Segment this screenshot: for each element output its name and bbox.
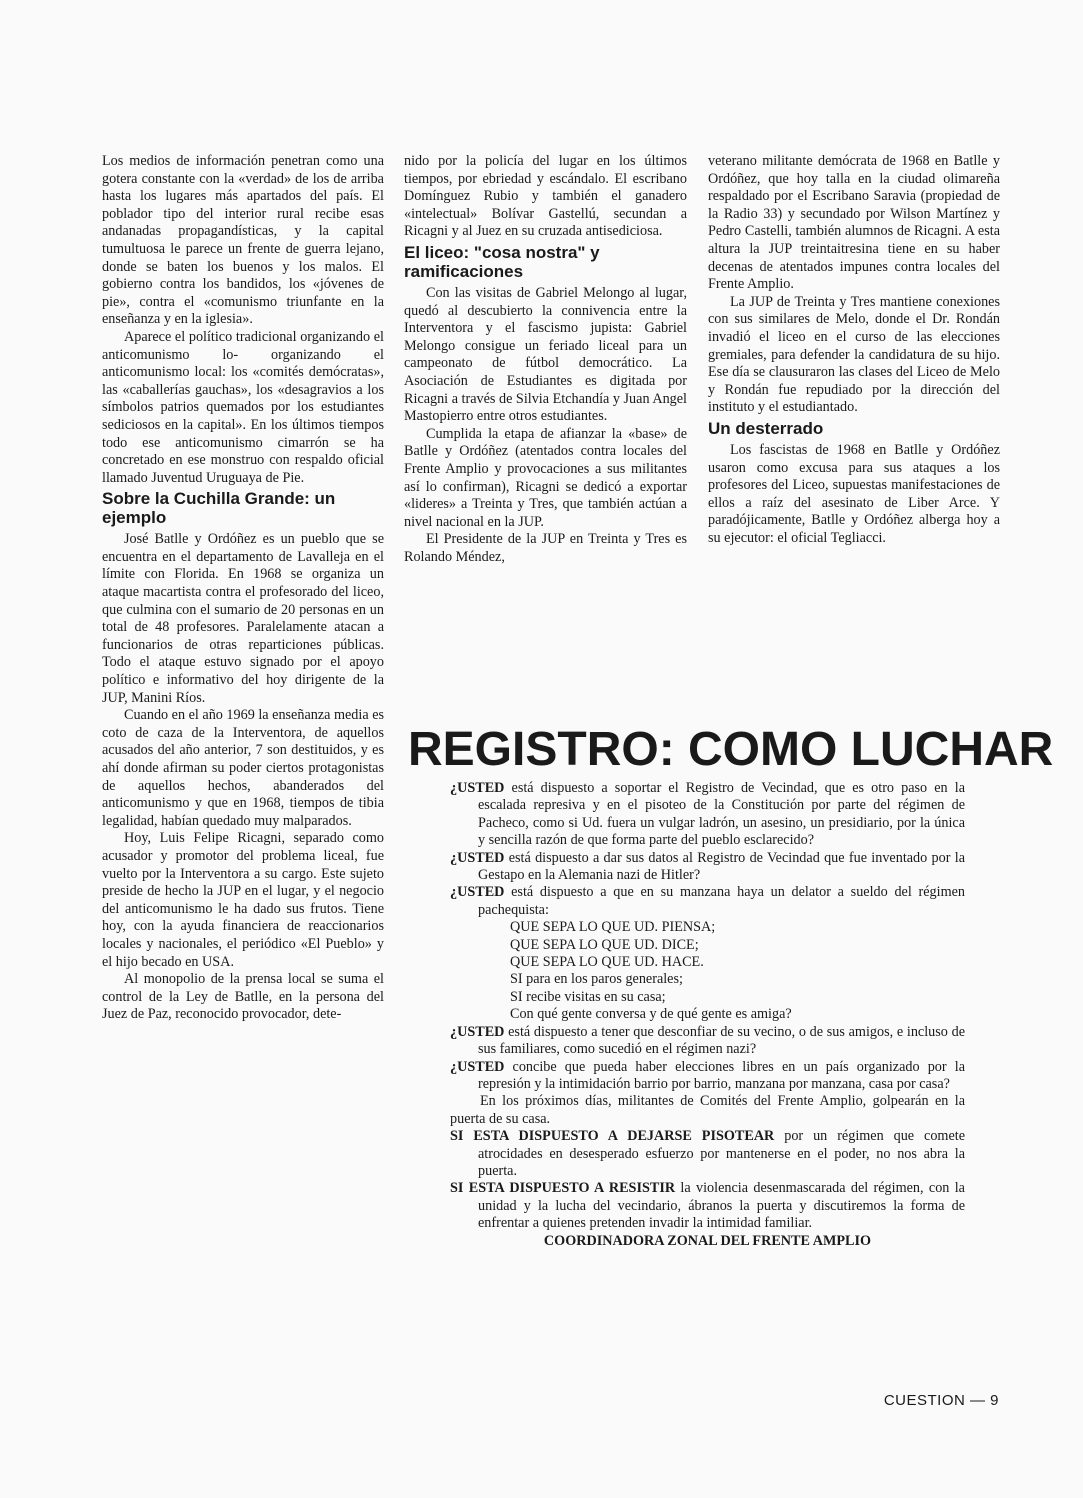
paragraph: veterano militante demócrata de 1968 en Batlle y Ordóñez, que hoy talla en la ciudad olimareña respaldado por el Escribano Saravia (propiedad de la Radio 33) y secundado por Wilson Martínez y Pedro Castelli, también alumnos de Ricagni. A esta altura la JUP treintaitresina tiene en su haber decenas de atentados impunes contra locales del Frente Amplio. <box>708 153 1000 293</box>
question-lead: ¿USTED <box>450 1023 505 1040</box>
list-item: Con qué gente conversa y de qué gente es amiga? <box>510 1006 792 1023</box>
paragraph: Cuando en el año 1969 la enseñanza media es coto de caza de la Interventora, de aquellos acusados del año anterior, 7 son destituidos, y es ahí donde afirman su poder ciertos protagonistas de aquellos hechos, abanderados del anticomunismo y que en 1968, tiempos de tibia legalidad, habían quedado muy malparados. <box>102 707 385 829</box>
list-item: QUE SEPA LO QUE UD. HACE. <box>510 954 704 971</box>
question-4 <box>450 1024 965 1059</box>
paragraph: En los próximos días, militantes de Comités del Frente Amplio, golpearán en la puerta de su casa. <box>450 1093 965 1127</box>
question-lead: ¿USTED <box>450 780 505 796</box>
paragraph: La JUP de Treinta y Tres mantiene conexiones con sus similares de Melo, donde el Dr. Rondán invadió el liceo en el curso de las elecciones gremiales, para defender la candidatura de su hijo. Ese día se clausuraron las clases del Liceo de Melo y Rondán fue repudiado por la dirección del instituto y el estudiantado. <box>708 293 1000 416</box>
paragraph: Hoy, Luis Felipe Ricagni, separado como acusador y promotor del problema liceal, fue vuelto por la Interventora a su cargo. Este sujeto preside de hecho la JUP en el lugar, y el negocio del anticomunismo le ha dado sus frutos. Tiene hoy, con la ayuda financiera de reaccionarios locales y nacionales, el periódico «El Pueblo» y el hijo becado en USA. <box>102 830 384 970</box>
question-1 <box>450 780 965 850</box>
question-text: está dispuesto a soportar el Registro de Vecindad, que es otro paso en la escalada represiva y en el pisoteo de la Constitución por parte del régimen de Pacheco, como si Ud. fuera un vulgar ladrón, un asesino, un presidiario, por la única y sencilla razón de que forma parte del pueblo esclarecido? <box>478 780 965 849</box>
statement-text: por un régimen que comete atrocidades en desesperado esfuerzo por mantenerse en el poder, no nos abra la puerta. <box>478 1128 965 1179</box>
statement-1 <box>450 1128 965 1180</box>
statement-lead: SI ESTA DISPUESTO A DEJARSE PISOTEAR <box>450 1128 775 1145</box>
question-2 <box>450 850 965 885</box>
list-item: QUE SEPA LO QUE UD. DICE; <box>510 936 699 953</box>
paragraph: nido por la policía del lugar en los últimos tiempos, por ebriedad y escándalo. El escribano Domínguez Rubio y también el ganadero «intelectual» Bolívar Gastellú, secundan a Ricagni y al Juez en su cruzada antisediciosa. <box>404 153 687 240</box>
registro-box <box>450 780 965 1250</box>
question-lead: ¿USTED <box>450 1058 505 1075</box>
statement-lead: SI ESTA DISPUESTO A RESISTIR <box>450 1180 676 1197</box>
article-column-1 <box>102 153 384 1024</box>
section-heading: Un desterrado <box>708 418 824 438</box>
paragraph: Los fascistas de 1968 en Batlle y Ordóñez usaron como excusa para sus ataques a los profesores del Liceo, supuestas manifestaciones de ellos a raíz del asesinato de Liber Arce. Y paradójicamente, Batlle y Ordóñez alberga hoy a su ejecutor: el oficial Tegliacci. <box>708 441 1000 546</box>
paragraph: El Presidente de la JUP en Treinta y Tres es Rolando Méndez, <box>404 531 687 565</box>
question-lead: ¿USTED <box>450 849 505 866</box>
question-lead: ¿USTED <box>450 884 505 901</box>
statement-text: la violencia desenmascarada del régimen, con la unidad y la lucha del vecindario, ábranos la puerta y discutiremos la forma de enfrentar a quienes pretenden invadir la intimidad familiar. <box>478 1180 965 1232</box>
paragraph: Cumplida la etapa de afianzar la «base» de Batlle y Ordóñez (atentados contra locales del Frente Amplio y provocaciones a sus militantes así lo confirman), Ricagni se dedicó a exportar «lideres» a Treinta y Tres, que también actúan a nivel nacional en la JUP. <box>404 425 687 530</box>
question-text: está dispuesto a dar sus datos al Registro de Vecindad que fue inventado por la Gestapo en la Alemania nazi de Hitler? <box>478 849 965 884</box>
question-text: está dispuesto a tener que desconfiar de su vecino, o de sus amigos, e incluso de sus familiares, como sucedió en el régimen nazi? <box>478 1023 965 1058</box>
list-item: SI para en los paros generales; <box>510 971 683 988</box>
list-item: QUE SEPA LO QUE UD. PIENSA; <box>510 919 716 936</box>
signature: COORDINADORA ZONAL DEL FRENTE AMPLIO <box>543 1232 872 1249</box>
section-heading: Sobre la Cuchilla Grande: un ejemplo <box>102 489 336 528</box>
question-3 <box>450 884 965 919</box>
paragraph: Con las visitas de Gabriel Melongo al lugar, quedó al descubierto la connivencia entre la Interventora y el fascismo jupista: Gabriel Melongo consigue un feriado liceal para un campeonato de fútbol democrático. La Asociación de Estudiantes es digitada por Ricagni a través de Silvia Etchandía y Juan Angel Mastopierro entre otros estudiantes. <box>404 284 687 425</box>
paragraph: Los medios de información penetran como una gotera constante con la «verdad» de los de arriba hasta los lugares más apartados del país. El poblador tipo del interior rural recibe esas andanadas propagandísticas, y la capital tumultuosa le parece un frente de guerra lejano, donde se baten los buenos y los malos. El gobierno contra los bandidos, los «jóvenes de pie», contra el «comunismo triunfante en la enseñanza y en la iglesia». <box>102 153 384 328</box>
paragraph: José Batlle y Ordóñez es un pueblo que se encuentra en el departamento de Lavalleja en el límite con Florida. En 1968 se organiza un ataque macartista contra el profesorado del liceo, que culmina con el sumario de 20 personas en un total de 48 profesores. Paralelamente atacan a funcionarios de otras reparticiones públicas. Todo el ataque estuvo signado por el apoyo político e informativo del hoy dirigente de la JUP, Manini Ríos. <box>102 531 384 706</box>
question-5 <box>450 1059 965 1094</box>
registro-title: REGISTRO: COMO LUCHAR <box>408 723 1054 776</box>
list-item: SI recibe visitas en su casa; <box>510 988 666 1005</box>
paragraph: Al monopolio de la prensa local se suma el control de la Ley de Batlle, en la persona del Juez de Paz, reconocido provocador, dete- <box>102 971 384 1023</box>
question-text: concibe que pueda haber elecciones libres en un país organizado por la represión y la intimidación barrio por barrio, manzana por manzana, casa por casa? <box>478 1058 965 1092</box>
paragraph: Aparece el político tradicional organizando el anticomunismo lo- organizando el anticomunismo local: los «comités demócratas», las «caballerías gauchas», los «desagravios a los símbolos patrios quemados por los estudiantes sediciosos en la capital». En los últimos tiempos todo ese anticomunismo cimarrón se ha concretado en ese monstruo con respaldo oficial llamado Juventud Uruguaya de Pie. <box>102 328 384 486</box>
question-text: está dispuesto a que en su manzana haya un delator a sueldo del régimen pachequista: <box>478 884 965 918</box>
page-footer: CUESTION — 9 <box>883 1392 999 1409</box>
section-heading: El liceo: "cosa nostra" y ramificaciones <box>404 242 600 281</box>
article-column-3 <box>708 153 1000 547</box>
statement-2 <box>450 1180 965 1232</box>
article-column-2 <box>404 153 687 566</box>
